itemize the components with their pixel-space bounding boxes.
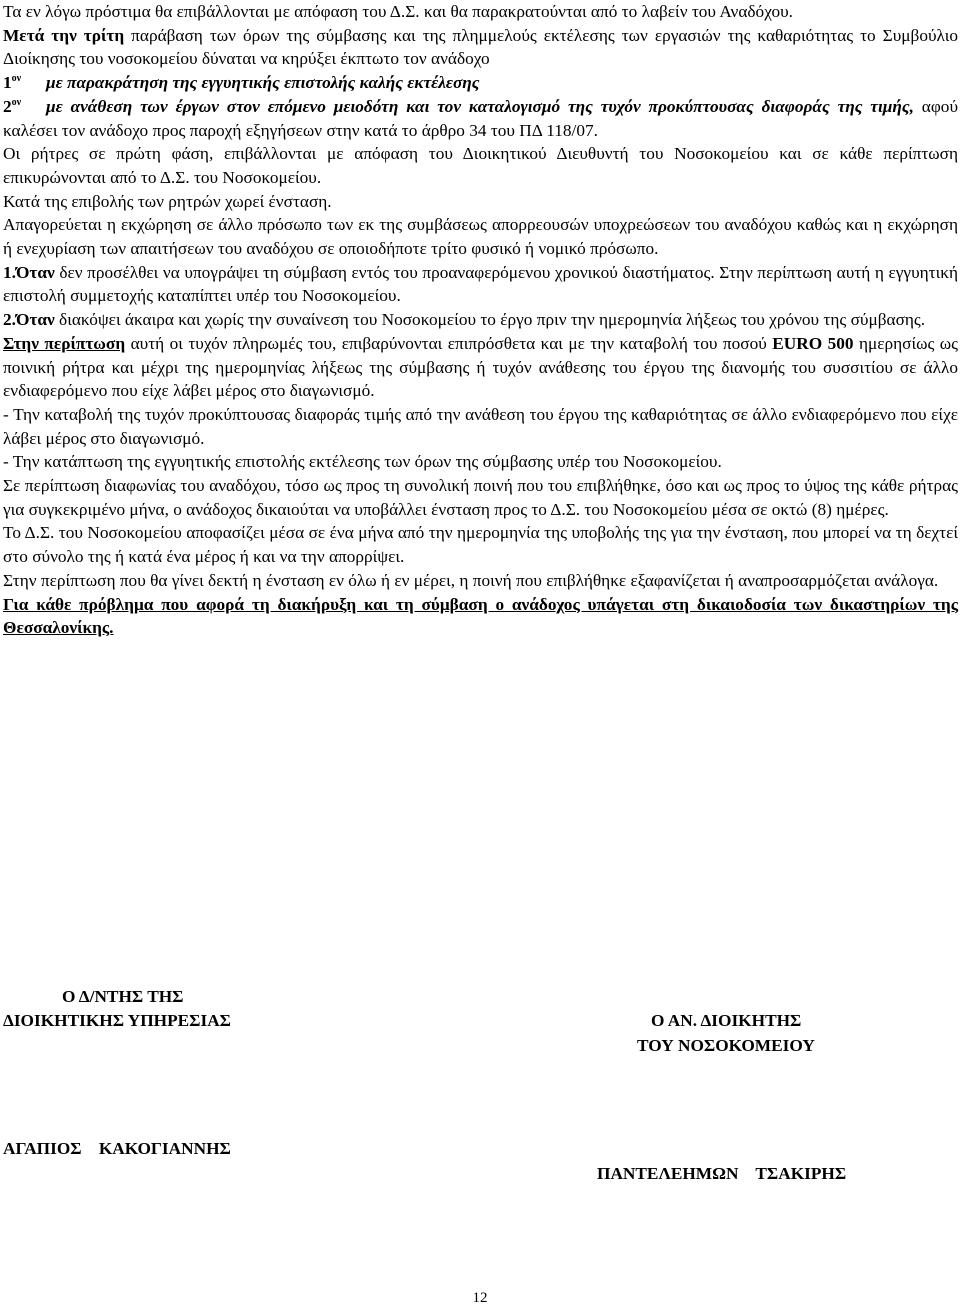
paragraph-accepted: Στην περίπτωση που θα γίνει δεκτή η ένσταση εν όλω ή εν μέρει, η ποινή που επιβλήθηκε εξαφανίζεται ή αναπροσαρμόζεται ανάλογα. (3, 570, 939, 590)
paragraph-fines: Τα εν λόγω πρόστιμα θα επιβάλλονται με απόφαση του Δ.Σ. και θα παρακρατούνται από το λαβείν του Αναδόχου. (3, 2, 794, 21)
paragraph-forfeiture: Μετά την τρίτη παράβαση των όρων της σύμβασης και της πλημμελούς εκτέλεσης των εργασιών της καθαριότητας το Συμβούλιο Διοίκησης του νοσοκομείου δύναται να κηρύξει έκπτωτο τον ανάδοχο (3, 25, 959, 69)
list-item-second: $2^{o\nu}$ με ανάθεση των έργων στον επόμενο μειοδότη και τον καταλογισμό της τυχόν προκύπτουσας διαφοράς της τιμής, αφού καλέσει τον ανάδοχο προς παροχή εξηγήσεων στην κατά το άρθρο 34 του ΠΔ 118/07. (3, 96, 959, 140)
paragraph-case-2: 2.Όταν διακόψει άκαιρα και χωρίς την συναίνεση του Νοσοκομείου το έργο πριν την ημερομηνία λήξεως του χρόνου της σύμβασης. (3, 310, 926, 330)
right-signatory-name: ΠΑΝΤΕΛΕΗΜΩΝ ΤΣΑΚΙΡΗΣ (597, 1164, 847, 1183)
left-signatory-title-2: ΔΙΟΙΚΗΤΙΚΗΣ ΥΠΗΡΕΣΙΑΣ (3, 1011, 231, 1030)
paragraph-case-1: 1.Όταν δεν προσέλθει να υπογράψει τη σύμβαση εντός του προαναφερόμενου χρονικού διαστήματος. Στην περίπτωση αυτή η εγγυητική επιστολή συμμετοχής καταπίπτει υπέρ του Νοσοκομείου. (3, 262, 958, 306)
left-signatory-title-1: Ο Δ/ΝΤΗΣ ΤΗΣ (62, 987, 184, 1006)
right-signatory-title-2: ΤΟΥ ΝΟΣΟΚΟΜΕΙΟΥ (637, 1036, 815, 1055)
paragraph-assignment: Απαγορεύεται η εκχώρηση σε άλλο πρόσωπο των εκ της συμβάσεως απορρεουσών υποχρεώσεων του αναδόχου καθώς και η εκχώρηση ή ενεχυρίαση των απαιτήσεων του αναδόχου σε οποιοδήποτε τρίτο φυσικό ή νομικό πρόσωπο. (3, 215, 958, 259)
paragraph-objection: Κατά της επιβολής των ρητρών χωρεί ένσταση. (3, 191, 332, 211)
left-signatory-name: ΑΓΑΠΙΟΣ ΚΑΚΟΓΙΑΝΝΗΣ (3, 1139, 231, 1158)
paragraph-jurisdiction: Για κάθε πρόβλημα που αφορά τη διακήρυξη και τη σύμβαση ο ανάδοχος υπάγεται στη δικαιοδοσία των δικαστηρίων της Θεσσαλονίκης. (3, 594, 958, 638)
page-number: 12 (472, 1290, 488, 1306)
paragraph-penalty-amount: Στην περίπτωση αυτή οι τυχόν πληρωμές του, επιβαρύνονται επιπρόσθετα και με την καταβολή του ποσού EURO 500 ημερησίως ως ποινική ρήτρα και μέχρι της ημερομηνίας λήξεως της σύμβασης ή τυχόν ανάθεσης του έργου της διανομής του συσσιτίου σε άλλο ενδιαφερόμενο που είχε λάβει μέρος στο διαγωνισμό. (3, 333, 959, 401)
paragraph-disagreement: Σε περίπτωση διαφωνίας του αναδόχου, τόσο ως προς τη συνολική ποινή που του επιβλήθηκε, όσο και ως προς το ύψος της κάθε ρήτρας για συγκεκριμένο μήνα, ο ανάδοχος δικαιούται να υποβάλλει ένσταση προς το Δ.Σ. του Νοσοκομείου μέσα σε οκτώ (8) ημέρες. (3, 476, 958, 519)
document-body (3, 0, 958, 640)
paragraph-penalties: Οι ρήτρες σε πρώτη φάση, επιβάλλονται με απόφαση του Διοικητικού Διευθυντή του Νοσοκομείου και σε κάθε περίπτωση επικυρώνονται από το Δ.Σ. του Νοσοκομείου. (3, 144, 958, 187)
paragraph-price-difference: - Την καταβολή της τυχόν προκύπτουσας διαφοράς τιμής από την ανάθεση του έργου της καθαριότητας σε άλλο ενδιαφερόμενο που είχε λάβει μέρος στο διαγωνισμό. (3, 404, 958, 448)
paragraph-guarantee: - Την κατάπτωση της εγγυητικής επιστολής εκτέλεσης των όρων της σύμβασης υπέρ του Νοσοκομείου. (3, 452, 722, 472)
paragraph-board-decision: Το Δ.Σ. του Νοσοκομείου αποφασίζει μέσα σε ένα μήνα από την ημερομηνία της υποβολής της για την ένσταση, που μπορεί να τη δεχτεί στο σύνολο της ή κατά ένα μέρος ή και να την απορρίψει. (3, 523, 958, 567)
list-item-first: $1^{o\nu}$ με παρακράτηση της εγγυητικής επιστολής καλής εκτέλεσης (3, 73, 480, 93)
right-signatory-title-1: Ο ΑΝ. ΔΙΟΙΚΗΤΗΣ (651, 1011, 802, 1030)
